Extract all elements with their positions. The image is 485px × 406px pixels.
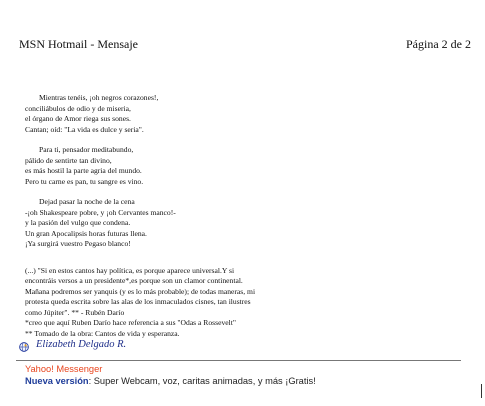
message-body [25, 93, 465, 339]
divider [16, 360, 461, 361]
quote-block [25, 266, 465, 340]
page-title: MSN Hotmail - Mensaje [19, 37, 138, 51]
poem-line: Un gran Apocalipsis horas futuras llena. [25, 228, 147, 238]
poem-line: es más hostil la parte agria del mundo. [25, 166, 142, 175]
footnote-line: ** Tomado de la obra: Cantos de vida y esperanza. [25, 328, 180, 338]
poem-line: Para ti, pensador meditabundo, [39, 145, 134, 154]
quote-line: como Júpiter". ** - Rubén Darío [25, 307, 125, 317]
ad-description: : Super Webcam, voz, caritas animadas, y más ¡Gratis! [88, 376, 316, 386]
ad-title[interactable]: Yahoo! Messenger [25, 364, 103, 374]
text-cursor [481, 384, 482, 398]
signature [19, 337, 126, 351]
poem-line: ¡Ya surgirá vuestro Pegaso blanco! [25, 239, 131, 248]
globe-icon [19, 339, 29, 349]
poem-line: el órgano de Amor riega sus sones. [25, 114, 131, 123]
poem-line: Pero tu carne es pan, tu sangre es vino. [25, 176, 144, 186]
poem-line: Cantan; oíd: "La vida es dulce y seria". [25, 124, 144, 134]
poem-line: Dejad pasar la noche de la cena [39, 197, 135, 206]
poem-stanza-3 [25, 197, 465, 250]
quote-line: protesta queda escrita sobre las alas de los inmaculados cisnes, tan ilustres [25, 297, 251, 306]
page-indicator: Página 2 de 2 [406, 37, 471, 51]
poem-line: pálido de sentirte tan divino, [25, 155, 112, 165]
ad-text [25, 376, 316, 387]
poem-line: Mientras tenéis, ¡oh negros corazones!, [39, 93, 159, 102]
ad-label-link[interactable]: Nueva versión [25, 376, 89, 386]
poem-stanza-1 [25, 93, 465, 135]
poem-line: conciliábulos de odio y de miseria, [25, 103, 131, 113]
poem-line: -¡oh Shakespeare pobre, y ¡oh Cervantes manco!- [25, 207, 176, 217]
poem-stanza-2 [25, 145, 465, 187]
quote-line: Mañana podremos ser yanquis (y es lo más probable); de todas maneras, mi [25, 286, 256, 296]
quote-line: (...) "Si en estos cantos hay política, es porque aparece universal.Y si [25, 265, 235, 275]
quote-line: encontráis versos a un presidente*,es porque son un clamor continental. [25, 276, 243, 285]
signature-name: Elizabeth Delgado R. [36, 338, 127, 350]
poem-line: y la pasión del vulgo que condena. [25, 218, 131, 227]
footnote-line: *creo que aquí Ruben Darío hace referencia a sus "Odas a Rossevelt" [25, 318, 236, 327]
